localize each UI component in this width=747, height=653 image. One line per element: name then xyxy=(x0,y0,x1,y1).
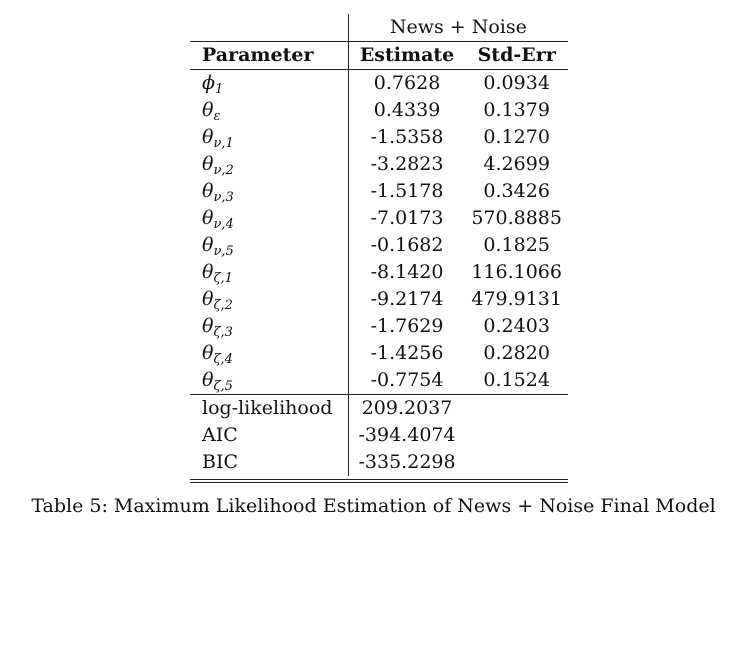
parameter-symbol-base: θ xyxy=(202,342,214,364)
parameter-symbol-subscript: ζ,4 xyxy=(213,352,233,367)
parameter-symbol-base: θ xyxy=(202,369,214,391)
parameter-row xyxy=(190,367,568,395)
parameter-symbol xyxy=(190,70,348,98)
statistic-label: AIC xyxy=(202,424,238,446)
parameter-symbol xyxy=(190,151,348,178)
parameter-estimate: -8.1420 xyxy=(348,259,465,286)
parameter-estimate: 0.4339 xyxy=(348,97,465,124)
parameter-symbol xyxy=(190,97,348,124)
parameter-symbol-subscript: ε xyxy=(213,109,221,124)
statistic-label: BIC xyxy=(202,451,239,473)
statistic-blank xyxy=(465,422,568,449)
parameter-symbol-subscript: ζ,5 xyxy=(213,379,233,394)
statistic-label: log-likelihood xyxy=(190,395,348,423)
table-caption: Table 5: Maximum Likelihood Estimation of News + Noise Final Model xyxy=(31,495,716,517)
parameter-stderr: 0.2403 xyxy=(483,315,550,337)
parameter-symbol-base: θ xyxy=(202,261,214,283)
parameter-estimate: -0.7754 xyxy=(348,367,465,395)
parameter-stderr: 479.9131 xyxy=(471,288,562,310)
parameter-symbol-subscript: ζ,3 xyxy=(213,325,233,340)
statistic-row xyxy=(190,422,568,449)
parameter-symbol xyxy=(190,232,348,259)
parameter-symbol xyxy=(190,205,348,232)
statistic-value: -394.4074 xyxy=(348,422,465,449)
parameter-symbol-base: ϕ xyxy=(202,72,215,94)
parameter-estimate: -3.2823 xyxy=(348,151,465,178)
statistic-row xyxy=(190,395,568,423)
parameter-symbol-base: θ xyxy=(202,180,214,202)
parameter-stderr: 0.1524 xyxy=(483,369,550,391)
parameter-stderr: 0.1270 xyxy=(483,126,550,148)
table-bottom-double-rule xyxy=(190,479,568,483)
parameter-symbol-subscript: ζ,2 xyxy=(213,298,233,313)
parameter-row xyxy=(190,205,568,232)
parameter-stderr: 0.2820 xyxy=(483,342,550,364)
group-header-label: News + Noise xyxy=(348,14,568,42)
parameter-symbol xyxy=(190,178,348,205)
parameter-estimate: -1.5178 xyxy=(348,178,465,205)
parameter-symbol-subscript: ν,5 xyxy=(213,244,234,259)
parameter-symbol-subscript: 1 xyxy=(214,82,224,97)
parameter-row xyxy=(190,286,568,313)
parameter-symbol xyxy=(190,259,348,286)
parameter-estimate: -9.2174 xyxy=(348,286,465,313)
column-header-parameter: Parameter xyxy=(190,42,348,70)
group-header-row xyxy=(190,14,568,42)
statistic-blank xyxy=(465,395,568,423)
parameter-symbol-subscript: ν,4 xyxy=(213,217,234,232)
parameter-stderr: 0.1825 xyxy=(483,234,550,256)
parameter-rows xyxy=(190,70,568,395)
parameter-symbol-base: θ xyxy=(202,288,214,310)
parameter-symbol-subscript: ν,3 xyxy=(213,190,234,205)
parameter-symbol xyxy=(190,367,348,395)
parameter-symbol-base: θ xyxy=(202,234,214,256)
parameter-symbol-base: θ xyxy=(202,315,214,337)
parameter-row xyxy=(190,259,568,286)
parameter-stderr: 570.8885 xyxy=(471,207,562,229)
column-header-row xyxy=(190,42,568,70)
parameter-symbol xyxy=(190,286,348,313)
column-header-stderr: Std-Err xyxy=(465,42,568,70)
parameter-estimate: -7.0173 xyxy=(348,205,465,232)
statistic-row xyxy=(190,449,568,476)
group-header-blank xyxy=(190,14,348,42)
statistic-value: -335.2298 xyxy=(348,449,465,476)
parameter-estimate: -1.5358 xyxy=(348,124,465,151)
parameter-estimate: -1.7629 xyxy=(348,313,465,340)
parameter-row xyxy=(190,97,568,124)
parameter-symbol-base: θ xyxy=(202,207,214,229)
parameter-estimate: -1.4256 xyxy=(348,340,465,367)
parameter-row xyxy=(190,124,568,151)
column-header-estimate: Estimate xyxy=(348,42,465,70)
statistic-rows xyxy=(190,395,568,477)
parameter-stderr: 0.1379 xyxy=(483,99,550,121)
parameter-symbol-base: θ xyxy=(202,153,214,175)
parameter-symbol xyxy=(190,313,348,340)
statistic-blank xyxy=(465,449,568,476)
parameter-symbol-subscript: ν,2 xyxy=(213,163,234,178)
parameter-symbol-base: θ xyxy=(202,126,214,148)
parameter-stderr: 116.1066 xyxy=(471,261,562,283)
parameter-symbol-subscript: ν,1 xyxy=(213,136,234,151)
parameter-row xyxy=(190,340,568,367)
parameter-symbol-subscript: ζ,1 xyxy=(213,271,233,286)
parameter-stderr: 0.0934 xyxy=(483,72,550,94)
parameter-stderr: 4.2699 xyxy=(483,153,550,175)
parameter-estimate: 0.7628 xyxy=(348,70,465,98)
parameter-row xyxy=(190,70,568,98)
mle-table xyxy=(190,14,568,476)
parameter-estimate: -0.1682 xyxy=(348,232,465,259)
parameter-symbol xyxy=(190,124,348,151)
parameter-row xyxy=(190,178,568,205)
parameter-row xyxy=(190,151,568,178)
parameter-row xyxy=(190,232,568,259)
parameter-symbol-base: θ xyxy=(202,99,214,121)
parameter-row xyxy=(190,313,568,340)
mle-table-container xyxy=(190,14,568,483)
parameter-stderr: 0.3426 xyxy=(483,180,550,202)
statistic-value: 209.2037 xyxy=(348,395,465,423)
parameter-symbol xyxy=(190,340,348,367)
